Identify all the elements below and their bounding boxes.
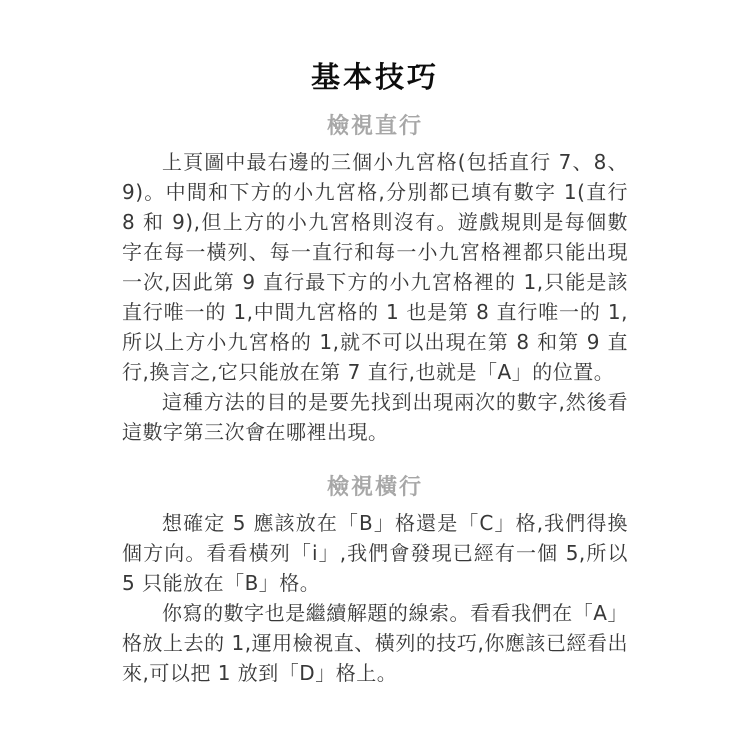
paragraph-column-technique: 上頁圖中最右邊的三個小九宮格(包括直行 7、8、9)。中間和下方的小九宮格,分別都已填有數字 1(直行 8 和 9),但上方的小九宮格則沒有。遊戲規則是每個數字在每一橫列、每一直行和每一小九宮格裡都只能出現一次,因此第 9 直行最下方的小九宮格裡的 1,只能是該直行唯一的 1,中間九宮格的 1 也是第 8 直行唯一的 1,所以上方小九宮格的 1,就不可以出現在第 8 和第 9 直行,換言之,它只能放在第 7 直行,也就是「A」的位置。 [122,150,628,384]
paragraph-row-technique: 想確定 5 應該放在「B」格還是「C」格,我們得換個方向。看看橫列「i」,我們會發現已經有一個 5,所以 5 只能放在「B」格。 [122,511,628,595]
book-page [122,0,628,688]
page-title: 基本技巧 [310,60,439,94]
paragraph-written-numbers-clue: 你寫的數字也是繼續解題的線索。看看我們在「A」格放上去的 1,運用檢視直、橫列的技巧,你應該已經看出來,可以把 1 放到「D」格上。 [122,601,628,685]
section-heading-check-rows: 檢視橫行 [326,475,423,500]
section-heading-check-columns: 檢視直行 [326,114,423,139]
paragraph-method-goal: 這種方法的目的是要先找到出現兩次的數字,然後看這數字第三次會在哪裡出現。 [122,390,628,444]
